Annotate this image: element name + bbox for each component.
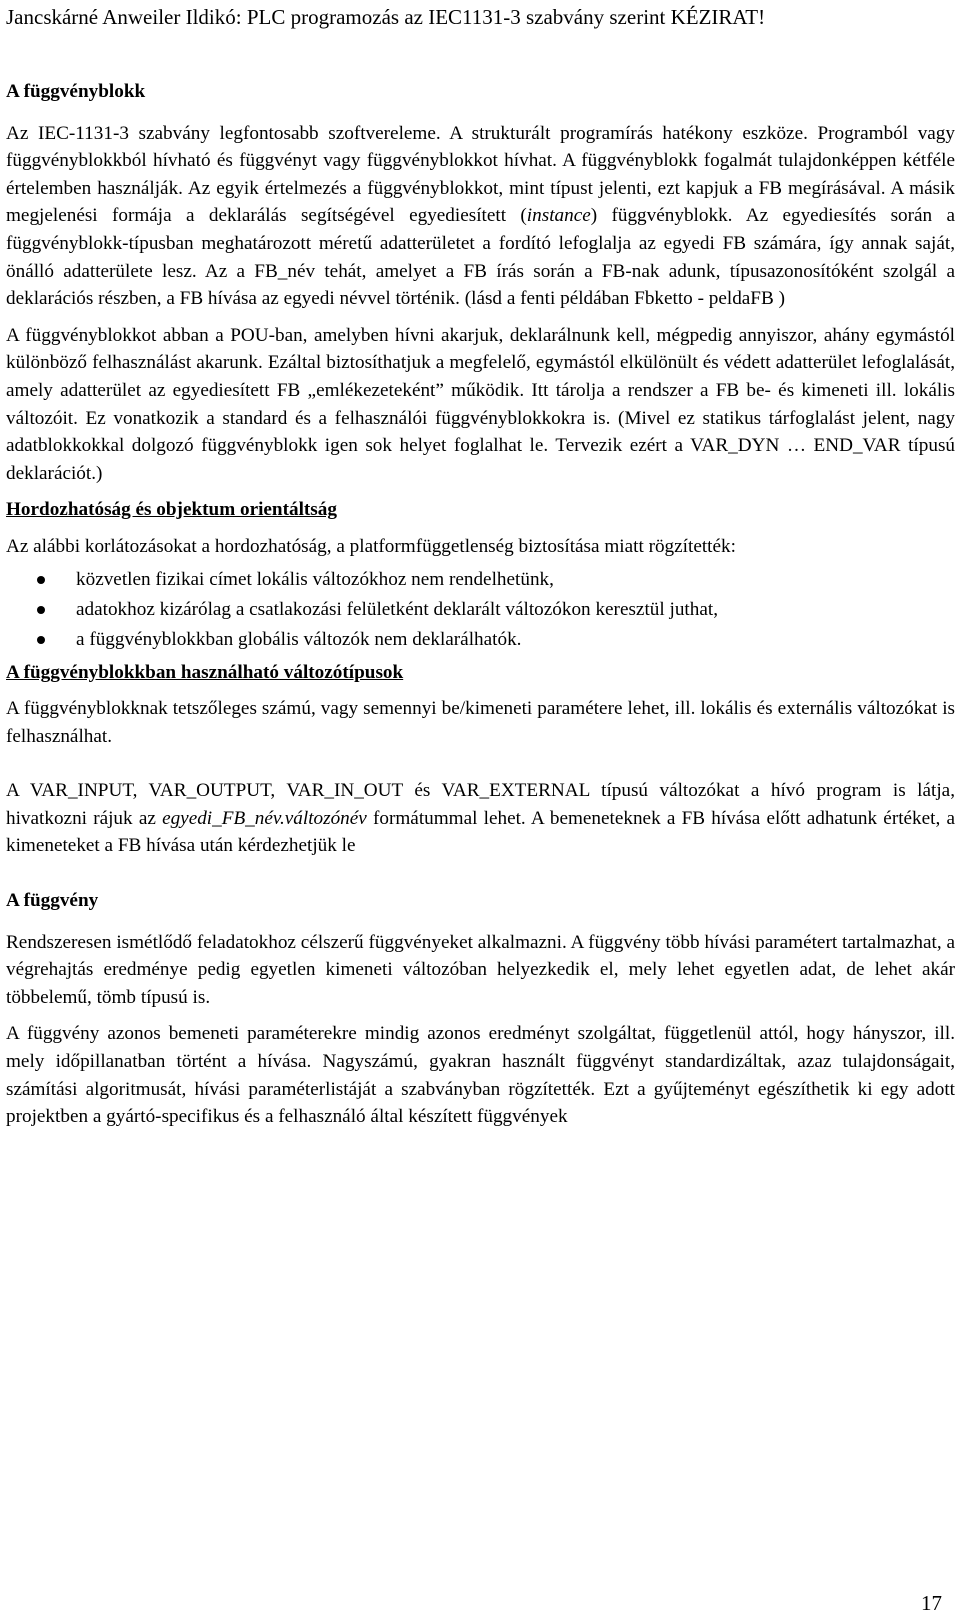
paragraph-function-standard: A függvény azonos bemeneti paraméterekre mindig azonos eredményt szolgáltat, függetlenül attól, hogy hányszor, ill. mely időpillanatban történt a hívása. Nagyszámú, gyakran használt függvényt standardizáltak, azaz tulajdonságait, számítási algoritmusát, hívási paraméterlistáját a szabványban rögzítették. Ezt a gyűjteményt egészíthetik ki egy adott projektben a gyártó-specifikus és a felhasználó által készített függvények xyxy=(6,1023,955,1128)
paragraph-var-visibility-part-c: formátummal lehet. A bemeneteknek a FB hívása előtt adhatunk értéket, a kimeneteket a FB hívása után kérdezhetjük le xyxy=(6,807,956,857)
paragraph-fb-intro-part-a: Az IEC-1131-3 szabvány legfontosabb szoftvereleme. A strukturált programírás hatékony eszköze. Programból vagy függvényblokkból hívható és függvényt vagy függvényblokkot hívhat. A függvényblokk fogalmát tulajdonképpen kétféle értelemben használják. Az egyik értelmezés a függvényblokkot, mint típust jelenti, ezt kapjuk a FB megírásával. A másik megjelenési formája a deklarálás segítségével egyediesített ( xyxy=(6,122,955,227)
document-body xyxy=(6,78,955,1131)
paragraph-parameters: A függvényblokknak tetszőleges számú, vagy semennyi be/kimeneti paramétere lehet, ill. lokális és externális változókat is felhasználhat. xyxy=(6,698,955,747)
section-title-function: A függvény xyxy=(6,890,99,912)
section-title-function-block: A függvényblokk xyxy=(6,81,146,102)
instance-variable-format: egyedi_FB_név.változónév xyxy=(162,807,367,829)
paragraph-restrictions: Az alábbi korlátozásokat a hordozhatóság, a platformfüggetlenség biztosítása miatt rögzítették: xyxy=(6,535,736,557)
list-item xyxy=(6,565,955,595)
bullet-icon xyxy=(37,606,45,614)
paragraph-fb-intro xyxy=(6,120,955,313)
list-item xyxy=(6,625,955,655)
list-item xyxy=(6,595,955,625)
list-item-text: közvetlen fizikai címet lokális változókhoz nem rendelhetünk, xyxy=(76,568,554,590)
page-header: Jancskárné Anweiler Ildikó: PLC programozás az IEC1131-3 szabvány szerint KÉZIRAT! xyxy=(6,5,766,29)
paragraph-var-visibility-part-a: A VAR_INPUT, VAR_OUTPUT, VAR_IN_OUT és VAR_EXTERNAL típusú változókat a hívó program is látja, hivatkozni rájuk az xyxy=(6,780,955,829)
paragraph-fb-declaration: A függvényblokkot abban a POU-ban, amelyben hívni akarjuk, deklarálnunk kell, mégpedig annyiszor, ahány egymástól különböző felhasználást akarunk. Ezáltal biztosíthatjuk a megfelelő, egymástól elkülönült és védett adatterület lefoglalását, amely adatterület az egyediesített FB „emlékezeteként” működik. Itt tárolja a rendszer a FB be- és kimeneti ill. lokális változóit. Ez vonatkozik a standard és a felhasználói függvényblokkokra is. (Mivel ez statikus tárfoglalást jelent, nagy adatblokkokkal dolgozó függvényblokk igen sok helyet foglalhat le. Tervezik ezért a VAR_DYN … END_VAR típusú deklarációt.) xyxy=(6,324,955,484)
paragraph-var-visibility xyxy=(6,777,955,860)
bullet-icon xyxy=(37,576,45,584)
page-number: 17 xyxy=(921,1591,942,1615)
section-title-variable-types: A függvényblokkban használható változótípusok xyxy=(6,661,404,683)
restrictions-list xyxy=(6,565,955,655)
bullet-icon xyxy=(37,636,45,644)
list-item-text: adatokhoz kizárólag a csatlakozási felületként deklarált változókon keresztül juthat, xyxy=(76,598,718,620)
list-item-text: a függvényblokkban globális változók nem deklarálhatók. xyxy=(76,628,522,650)
section-title-portability: Hordozhatóság és objektum orientáltság xyxy=(6,499,337,521)
paragraph-fb-intro-part-c: ) függvényblokk. Az egyediesítés során a függvényblokk-típusban meghatározott méretű adatterületet a fordító lefoglalja az egyedi FB számára, így annak saját, önálló adatterülete lesz. Az a FB_név tehát, amelyet a FB írás során a FB-nak adunk, típusazonosítóként szolgál a deklarációs részben, a FB hívása az egyedi névvel történik. (lásd a fenti példában Fbketto - peldaFB ) xyxy=(6,205,956,310)
instance-term: instance xyxy=(526,205,591,227)
paragraph-function-intro: Rendszeresen ismétlődő feladatokhoz célszerű függvényeket alkalmazni. A függvény több hívási paramétert tartalmazhat, a végrehajtás eredménye pedig egyetlen kimeneti változóban helyezkedik el, mely lehet egyetlen adat, de lehet akár többelemű, tömb típusú is. xyxy=(6,931,955,1008)
